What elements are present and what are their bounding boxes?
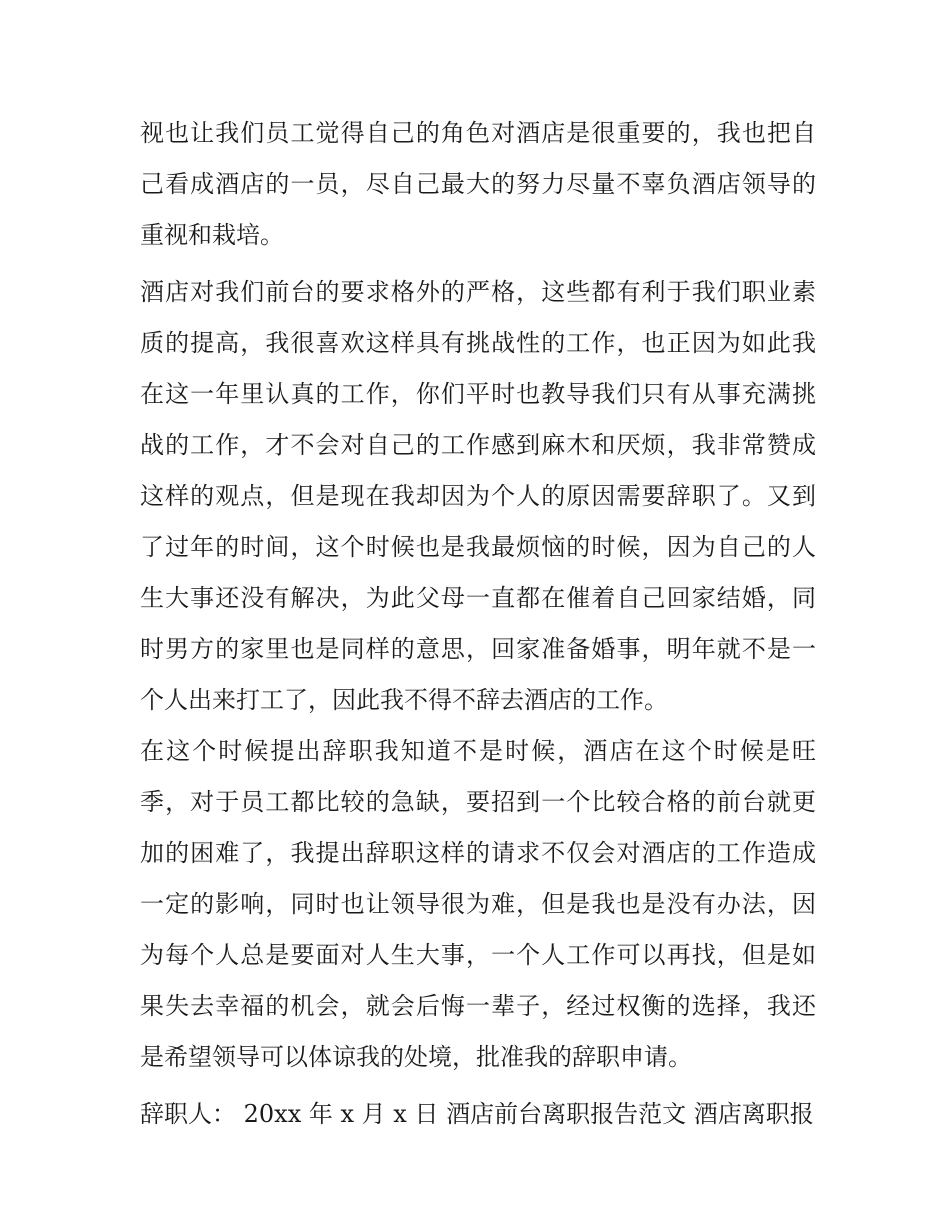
text-line: 视也让我们员工觉得自己的角色对酒店是很重要的，我也把自	[140, 119, 816, 147]
text-line: 在这个时候提出辞职我知道不是时候，酒店在这个时候是旺	[140, 737, 816, 765]
text-line: 生大事还没有解决，为此父母一直都在催着自己回家结婚，同	[140, 584, 816, 612]
paragraph-1	[140, 108, 816, 261]
text-line: 时男方的家里也是同样的意思，回家准备婚事，明年就不是一	[140, 635, 816, 663]
text-line: 一定的影响，同时也让领导很为难，但是我也是没有办法，因	[140, 890, 816, 918]
text-line: 了过年的时间，这个时候也是我最烦恼的时候，因为自己的人	[140, 533, 816, 561]
document-body	[140, 108, 816, 1140]
text-line: 为每个人总是要面对人生大事，一个人工作可以再找，但是如	[140, 941, 816, 969]
text-line: 重视和栽培。	[140, 221, 284, 249]
text-line: 这样的观点，但是现在我却因为个人的原因需要辞职了。又到	[140, 482, 816, 510]
text-line: 个人出来打工了，因此我不得不辞去酒店的工作。	[140, 686, 668, 714]
text-line: 加的困难了，我提出辞职这样的请求不仅会对酒店的工作造成	[140, 839, 816, 867]
text-line: 在这一年里认真的工作，你们平时也教导我们只有从事充满挑	[140, 380, 816, 408]
paragraph-2	[140, 267, 816, 726]
paragraph-3	[140, 726, 816, 1083]
text-line: 战的工作，才不会对自己的工作感到麻木和厌烦，我非常赞成	[140, 431, 816, 459]
text-line: 季，对于员工都比较的急缺，要招到一个比较合格的前台就更	[140, 788, 816, 816]
text-line: 己看成酒店的一员，尽自己最大的努力尽量不辜负酒店领导的	[140, 170, 816, 198]
text-line: 辞职人： 20xx 年 x 月 x 日 酒店前台离职报告范文 酒店离职报	[140, 1100, 814, 1128]
text-line: 是希望领导可以体谅我的处境，批准我的辞职申请。	[140, 1043, 692, 1071]
text-line: 果失去幸福的机会，就会后悔一辈子，经过权衡的选择，我还	[140, 992, 816, 1020]
signature-line	[140, 1089, 816, 1140]
text-line: 质的提高，我很喜欢这样具有挑战性的工作，也正因为如此我	[140, 329, 816, 357]
text-line: 酒店对我们前台的要求格外的严格，这些都有利于我们职业素	[140, 278, 816, 306]
